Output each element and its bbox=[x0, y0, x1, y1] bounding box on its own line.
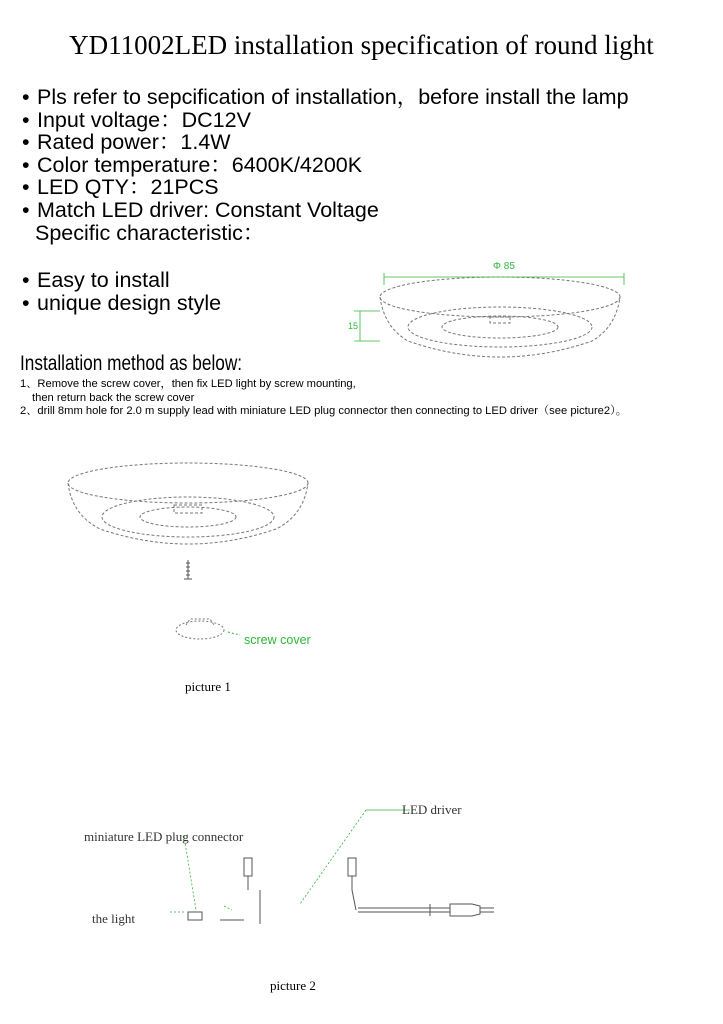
spec-item: • Match LED driver: Constant Voltage bbox=[22, 197, 379, 222]
screw-cover-label: screw cover bbox=[244, 633, 311, 647]
bullet-icon: • bbox=[22, 107, 30, 132]
bullet-icon: • bbox=[22, 290, 30, 315]
characteristic-item: • Easy to install bbox=[22, 268, 170, 292]
spec-list bbox=[22, 86, 629, 244]
led-driver-label: LED driver bbox=[402, 802, 462, 817]
screw-cover-icon bbox=[176, 619, 224, 639]
bullet-icon: • bbox=[22, 152, 30, 177]
spec-item: • Pls refer to sepcification of installation，before install the lamp bbox=[22, 85, 629, 109]
picture2-diagram bbox=[160, 800, 520, 940]
method-heading: Installation method as below: bbox=[20, 352, 243, 375]
light-connector-icon bbox=[188, 912, 202, 920]
spec-item: • Color temperature：6400K/4200K bbox=[22, 152, 363, 177]
spec-item: • LED QTY：21PCS bbox=[22, 175, 219, 200]
picture1-caption: picture 1 bbox=[185, 679, 231, 694]
step-item: 2、drill 8mm hole for 2.0 m supply lead with miniature LED plug connector then connecting to LED driver（see picture2）。 bbox=[20, 405, 627, 417]
steps-list bbox=[20, 378, 627, 419]
step-item: 1、Remove the screw cover，then fix LED light by screw mounting, bbox=[20, 378, 356, 390]
bullet-icon: • bbox=[22, 268, 30, 292]
specific-heading: Specific characteristic： bbox=[35, 220, 265, 245]
characteristic-item: • unique design style bbox=[22, 290, 222, 315]
page-title: YD11002LED installation specification of round light bbox=[69, 30, 654, 60]
step-item: then return back the screw cover bbox=[32, 391, 195, 404]
spec-item: • Rated power：1.4W bbox=[22, 130, 231, 155]
screw-icon bbox=[184, 560, 192, 579]
picture1-diagram bbox=[60, 455, 320, 655]
characteristics-list bbox=[22, 269, 221, 314]
picture2-caption: picture 2 bbox=[270, 978, 316, 993]
dimension-height: 15 bbox=[348, 321, 359, 331]
spec-item: • Input voltage：DC12V bbox=[22, 107, 251, 132]
mains-plug-icon bbox=[450, 904, 480, 916]
bullet-icon: • bbox=[22, 85, 30, 109]
lamp-dimension-diagram bbox=[340, 255, 630, 370]
dimension-diameter: Φ 85 bbox=[493, 261, 515, 272]
driver-plug-icon bbox=[348, 858, 356, 876]
light-label: the light bbox=[92, 911, 135, 926]
bullet-icon: • bbox=[22, 197, 30, 222]
bullet-icon: • bbox=[22, 175, 30, 200]
bullet-icon: • bbox=[22, 130, 30, 155]
connector-label: miniature LED plug connector bbox=[84, 829, 244, 844]
